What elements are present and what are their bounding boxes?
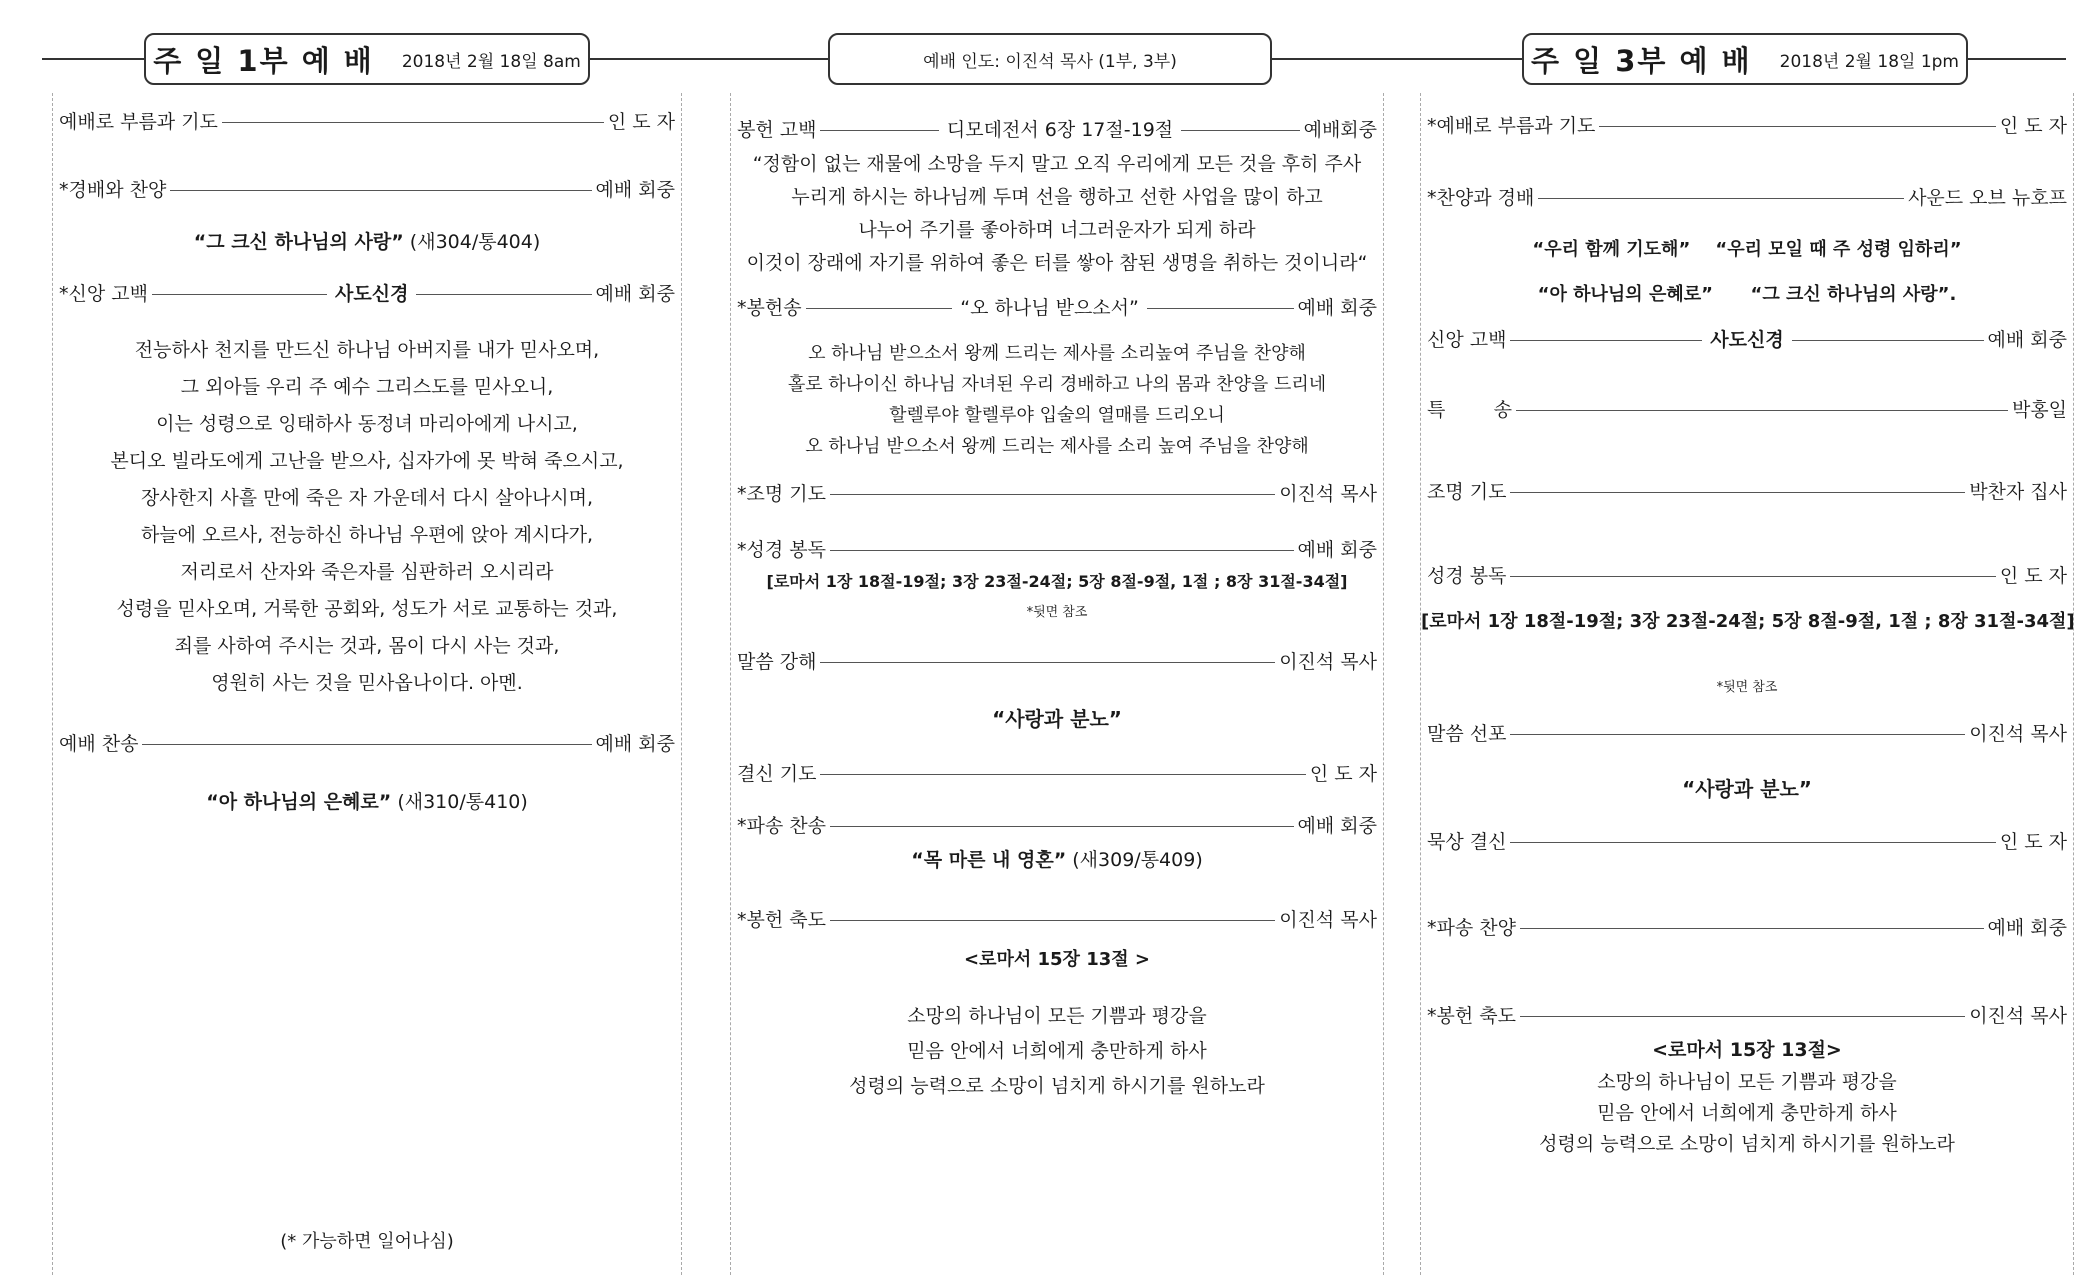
third-service-title: 주 일 3부 예 배 bbox=[1531, 43, 1752, 78]
leader-header bbox=[828, 33, 1272, 85]
creed-line: 하늘에 오르사, 전능하신 하나님 우편에 앉아 계시다가, bbox=[140, 524, 594, 546]
header-rule-mid-left bbox=[588, 58, 830, 60]
creed-line: 그 외아들 우리 주 예수 그리스도를 믿사오니, bbox=[180, 376, 554, 398]
creed-line: 이는 성령으로 잉태하사 동정녀 마리아에게 나시고, bbox=[156, 413, 578, 435]
scripture-note: *뒷면 참조 bbox=[1716, 680, 1778, 695]
header-rule-left bbox=[42, 58, 146, 60]
sermon-title: “사랑과 분노” bbox=[1682, 777, 1812, 801]
creed: *신앙 고백 사도신경 예배 회중 bbox=[59, 283, 676, 305]
worship-hymn: 예배 찬송 예배 회중 bbox=[59, 733, 675, 755]
creed: 신앙 고백 사도신경 예배 회중 bbox=[1427, 329, 2068, 351]
creed-line: 저리로서 산자와 죽은자를 심판하러 오시리라 bbox=[180, 561, 554, 583]
first-service-date: 2018년 2월 18일 8am bbox=[401, 51, 581, 72]
scripture-reference: [로마서 1장 18절-19절; 3장 23절-24절; 5장 8절-9절, 1절 ; 8장 31절-34절] bbox=[1421, 611, 2075, 632]
offering-verse: “정함이 없는 재물에 소망을 두지 말고 오직 우리에게 모든 것을 후히 주사 bbox=[752, 153, 1362, 175]
offering-verse: 누리게 하시는 하나님께 두며 선을 행하고 선한 사업을 많이 하고 bbox=[791, 186, 1323, 208]
offering-column bbox=[730, 93, 1384, 1275]
first-service-column bbox=[52, 93, 682, 1275]
praise-song: “그 크신 하나님의 사랑” (새304/통404) bbox=[193, 231, 541, 253]
creed-line: 영원히 사는 것을 믿사옵나이다. 아멘. bbox=[211, 672, 523, 694]
first-service-title: 주 일 1부 예 배 bbox=[153, 43, 374, 78]
sending-praise: *파송 찬양 예배 회중 bbox=[1427, 917, 2067, 939]
offering-song-lyric: 할렐루야 할렐루야 입술의 열매를 드리오니 bbox=[889, 405, 1225, 426]
offering-song-lyric: 오 하나님 받으소서 왕께 드리는 제사를 소리높여 주님을 찬양해 bbox=[808, 343, 1306, 364]
header-rule-mid-right bbox=[1270, 58, 1524, 60]
call-to-worship: *예배로 부름과 기도 인 도 자 bbox=[1427, 115, 2067, 137]
offering-song-lyric: 오 하나님 받으소서 왕께 드리는 제사를 소리 높여 주님을 찬양해 bbox=[805, 436, 1309, 457]
benediction-reference: <로마서 15장 13절> bbox=[1652, 1039, 1842, 1061]
benediction: *봉헌 축도 이진석 목사 bbox=[737, 909, 1377, 931]
creed-line: 장사한지 사흘 만에 죽은 자 가운데서 다시 살아나시며, bbox=[140, 487, 594, 509]
leader-text: 예배 인도: 이진석 목사 (1부, 3부) bbox=[923, 51, 1177, 72]
sending-hymn: *파송 찬송 예배 회중 bbox=[737, 815, 1377, 837]
header-rule-right bbox=[1966, 58, 2066, 60]
offering-verse: 이것이 장래에 자기를 위하여 좋은 터를 쌓아 참된 생명을 취하는 것이니라“ bbox=[746, 252, 1368, 274]
scripture-reading: 성경 봉독 인 도 자 bbox=[1427, 565, 2067, 587]
benediction-verse: 성령의 능력으로 소망이 넘치게 하시기를 원하노라 bbox=[849, 1075, 1265, 1097]
illumination-prayer: *조명 기도 이진석 목사 bbox=[737, 483, 1377, 505]
benediction-verse: 소망의 하나님이 모든 기쁨과 평강을 bbox=[1597, 1071, 1897, 1093]
scripture-note: *뒷면 참조 bbox=[1026, 605, 1088, 620]
sending-hymn-title: “목 마른 내 영혼” (새309/통409) bbox=[911, 849, 1203, 871]
praise-songs-row: “아 하나님의 은혜로” “그 크신 하나님의 사랑”. bbox=[1537, 284, 1957, 305]
benediction-verse: 믿음 안에서 너희에게 충만하게 하사 bbox=[907, 1040, 1207, 1062]
creed-line: 성령을 믿사오며, 거룩한 공회와, 성도가 서로 교통하는 것과, bbox=[116, 598, 618, 620]
illumination-prayer: 조명 기도 박찬자 집사 bbox=[1427, 481, 2067, 503]
praise-and-worship: *찬양과 경배 사운드 오브 뉴호프 bbox=[1427, 187, 2067, 209]
benediction-verse: 성령의 능력으로 소망이 넘치게 하시기를 원하노라 bbox=[1539, 1133, 1955, 1155]
scripture-reference: [로마서 1장 18절-19절; 3장 23절-24절; 5장 8절-9절, 1절 ; 8장 31절-34절] bbox=[766, 572, 1348, 591]
special-song: 특 송 박홍일 bbox=[1427, 399, 2067, 421]
offering-song: *봉헌송 “오 하나님 받으소서” 예배 회중 bbox=[737, 297, 1378, 319]
sermon-title: “사랑과 분노” bbox=[992, 707, 1122, 731]
creed-line: 전능하사 천지를 만드신 하나님 아버지를 내가 믿사오며, bbox=[134, 339, 600, 361]
offering-verse: 나누어 주기를 좋아하며 너그러운자가 되게 하라 bbox=[858, 219, 1256, 241]
third-service-header bbox=[1522, 33, 1968, 85]
stand-note: (* 가능하면 일어나심) bbox=[280, 1231, 454, 1252]
sermon: 말씀 강해 이진석 목사 bbox=[737, 651, 1377, 673]
benediction-reference: <로마서 15장 13절 > bbox=[963, 949, 1150, 970]
sermon: 말씀 선포 이진석 목사 bbox=[1427, 723, 2067, 745]
first-service-header bbox=[144, 33, 590, 85]
resolution-prayer: 결신 기도 인 도 자 bbox=[737, 763, 1377, 785]
praise-songs-row: “우리 함께 기도해” “우리 모일 때 주 성령 임하리” bbox=[1532, 239, 1962, 260]
scripture-reading: *성경 봉독 예배 회중 bbox=[737, 539, 1377, 561]
creed-line: 죄를 사하여 주시는 것과, 몸이 다시 사는 것과, bbox=[174, 635, 560, 657]
creed-line: 본디오 빌라도에게 고난을 받으사, 십자가에 못 박혀 죽으시고, bbox=[110, 450, 624, 472]
offering-confession: 봉헌 고백 디모데전서 6장 17절-19절 예배회중 bbox=[737, 119, 1378, 141]
benediction-verse: 믿음 안에서 너희에게 충만하게 하사 bbox=[1597, 1102, 1897, 1124]
third-service-date: 2018년 2월 18일 1pm bbox=[1779, 51, 1959, 72]
benediction: *봉헌 축도 이진석 목사 bbox=[1427, 1005, 2067, 1027]
worship-hymn-title: “아 하나님의 은혜로” (새310/통410) bbox=[206, 791, 528, 813]
third-service-column bbox=[1420, 93, 2074, 1275]
benediction-verse: 소망의 하나님이 모든 기쁨과 평강을 bbox=[907, 1005, 1207, 1027]
meditation-resolution: 묵상 결신 인 도 자 bbox=[1427, 831, 2067, 853]
offering-song-lyric: 홀로 하나이신 하나님 자녀된 우리 경배하고 나의 몸과 찬양을 드리네 bbox=[787, 374, 1327, 395]
call-to-worship: 예배로 부름과 기도 인 도 자 bbox=[59, 111, 675, 133]
praise-and-worship: *경배와 찬양 예배 회중 bbox=[59, 179, 675, 201]
